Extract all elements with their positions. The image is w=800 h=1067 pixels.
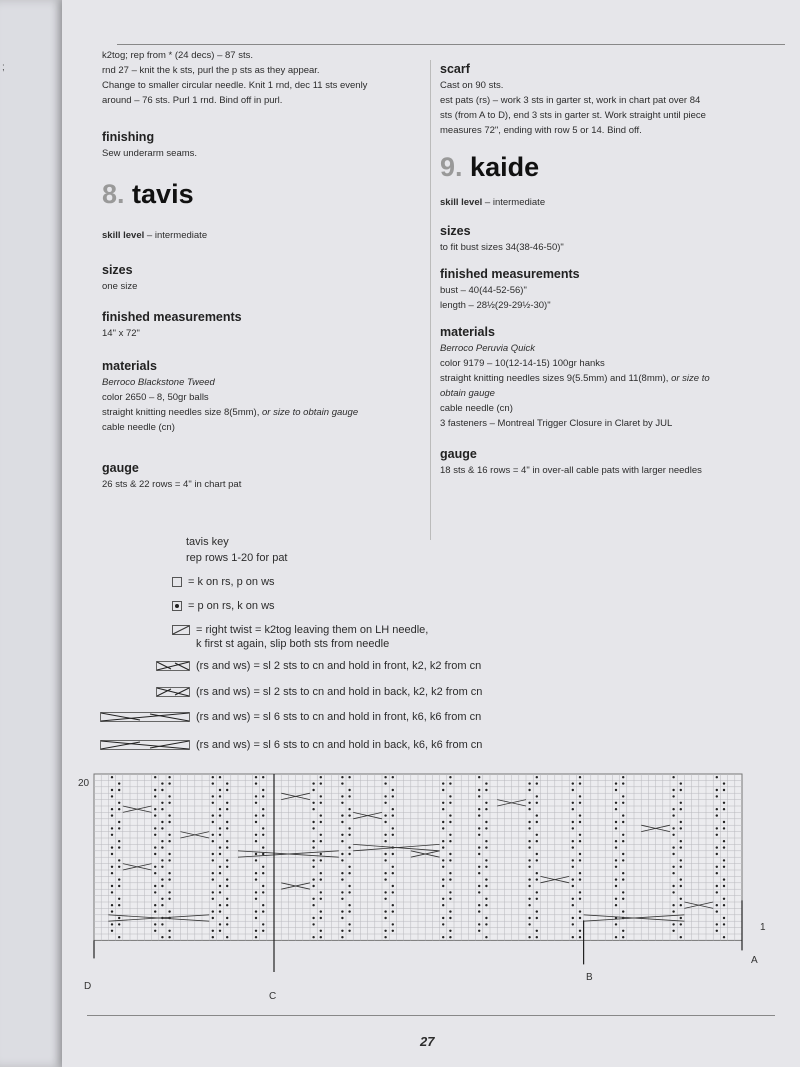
pattern-name: kaide <box>470 152 540 182</box>
chart-cells <box>94 774 742 940</box>
page-number: 27 <box>420 1034 435 1049</box>
finishing-text: Sew underarm seams. <box>102 148 198 159</box>
skill-value: – intermediate <box>144 230 208 241</box>
gauge-heading: gauge <box>102 461 139 475</box>
right-twist-icon <box>172 625 190 635</box>
intro-text <box>102 48 442 108</box>
left-column <box>102 48 442 492</box>
chart-label-d: D <box>84 981 92 992</box>
bottom-rule <box>87 1015 775 1016</box>
key-row-6x6-front <box>100 711 481 723</box>
scarf-line: Cast on 90 sts. <box>440 80 504 91</box>
materials-heading: materials <box>102 359 157 373</box>
gauge-text: 26 sts & 22 rows = 4" in chart pat <box>102 479 242 490</box>
key-row-right-twist <box>172 624 428 636</box>
finished-text: 14" x 72" <box>102 328 140 339</box>
intro-line: around – 76 sts. Purl 1 rnd. Bind off in purl. <box>102 95 283 106</box>
scarf-heading: scarf <box>440 62 470 76</box>
key-text: (rs and ws) = sl 6 sts to cn and hold in back, k6, k6 from cn <box>196 739 483 751</box>
materials-line: cable needle (cn) <box>102 422 175 433</box>
gauge-text: 18 sts & 16 rows = 4" in over-all cable pats with larger needles <box>440 465 702 476</box>
skill-value: – intermediate <box>482 197 546 208</box>
pattern-title-kaide <box>440 152 770 183</box>
materials-line: 3 fasteners – Montreal Trigger Closure in Claret by JUL <box>440 418 673 429</box>
right-column <box>440 62 770 478</box>
key-text: k first st again, slip both sts from needle <box>196 638 390 650</box>
materials-line: color 9179 – 10(12-14-15) 100gr hanks <box>440 358 605 369</box>
materials-block <box>102 375 442 435</box>
materials-line <box>440 371 770 386</box>
materials-heading: materials <box>440 325 495 339</box>
chart-row-1-label: 1 <box>760 922 766 933</box>
key-text: (rs and ws) = sl 2 sts to cn and hold in front, k2, k2 from cn <box>196 660 482 672</box>
pattern-name: tavis <box>132 179 194 209</box>
empty-square-icon <box>172 577 182 587</box>
key-text: (rs and ws) = sl 2 sts to cn and hold in back, k2, k2 from cn <box>196 686 483 698</box>
materials-line: cable needle (cn) <box>440 403 513 414</box>
chart-label-a: A <box>751 955 758 966</box>
cable-6-front-icon <box>100 712 190 722</box>
chart-label-b: B <box>586 972 593 983</box>
finished-heading: finished measurements <box>440 267 580 281</box>
materials-line <box>102 405 442 420</box>
needles-text: straight knitting needles size 8(5mm), <box>102 407 260 418</box>
key-text: = p on rs, k on ws <box>188 600 275 612</box>
gauge-note: or size to obtain gauge <box>259 407 359 418</box>
key-title <box>186 536 288 564</box>
sizes-text: one size <box>102 281 138 292</box>
book-page <box>62 0 800 1067</box>
scarf-line: est pats (rs) – work 3 sts in garter st, work in chart pat over 84 <box>440 95 701 106</box>
finished-line: length – 28½(29-29½-30)" <box>440 300 551 311</box>
intro-line: Change to smaller circular needle. Knit 1 rnd, dec 11 sts evenly <box>102 80 368 91</box>
key-subtitle: rep rows 1-20 for pat <box>186 552 288 564</box>
materials-block <box>440 341 770 431</box>
key-text: = k on rs, p on ws <box>188 576 275 588</box>
key-text: = right twist = k2tog leaving them on LH needle, <box>196 624 429 636</box>
intro-line: k2tog; rep from * (24 decs) – 87 sts. <box>102 50 254 61</box>
cable-6-back-icon <box>100 740 190 750</box>
pattern-title-tavis <box>102 179 442 210</box>
key-heading: tavis key <box>186 536 229 548</box>
needles-text: straight knitting needles sizes 9(5.5mm) and 11(8mm), <box>440 373 669 384</box>
key-row-purl <box>172 600 275 612</box>
yarn-name: Berroco Blackstone Tweed <box>102 377 215 388</box>
left-page-edge <box>0 0 68 1067</box>
skill-label: skill level <box>102 230 145 241</box>
left-page-mark: ; <box>2 62 5 73</box>
pattern-number: 8. <box>102 179 125 209</box>
gauge-note: or size to <box>668 373 710 384</box>
materials-line: obtain gauge <box>440 388 495 399</box>
top-rule <box>117 44 785 45</box>
sizes-heading: sizes <box>102 263 133 277</box>
key-row-2x2-back <box>156 686 482 698</box>
finished-heading: finished measurements <box>102 310 242 324</box>
yarn-name: Berroco Peruvia Quick <box>440 343 536 354</box>
skill-label: skill level <box>440 197 483 208</box>
key-row-2x2-front <box>156 660 481 672</box>
key-row-right-twist-cont <box>196 638 389 650</box>
skill-level <box>102 228 442 243</box>
chart-grid <box>92 772 772 972</box>
cable-2-front-icon <box>156 661 190 671</box>
scarf-line: sts (from A to D), end 3 sts in garter st. Work straight until piece <box>440 110 706 121</box>
chart-row-20-label: 20 <box>78 778 90 789</box>
dot-square-icon <box>172 601 182 611</box>
finished-line: bust – 40(44-52-56)" <box>440 285 527 296</box>
key-row-6x6-back <box>100 739 482 751</box>
key-text: (rs and ws) = sl 6 sts to cn and hold in front, k6, k6 from cn <box>196 711 482 723</box>
pattern-number: 9. <box>440 152 463 182</box>
intro-line: rnd 27 – knit the k sts, purl the p sts as they appear. <box>102 65 320 76</box>
key-row-knit <box>172 576 275 588</box>
sizes-heading: sizes <box>440 224 471 238</box>
scarf-line: measures 72", ending with row 5 or 14. Bind off. <box>440 125 642 136</box>
finished-text <box>440 283 770 313</box>
cable-2-back-icon <box>156 687 190 697</box>
materials-line: color 2650 – 8, 50gr balls <box>102 392 209 403</box>
finishing-heading: finishing <box>102 130 155 144</box>
sizes-text: to fit bust sizes 34(38-46-50)" <box>440 242 564 253</box>
skill-level <box>440 195 770 210</box>
scarf-text <box>440 78 770 138</box>
gauge-heading: gauge <box>440 447 477 461</box>
chart-label-c: C <box>269 991 277 1002</box>
